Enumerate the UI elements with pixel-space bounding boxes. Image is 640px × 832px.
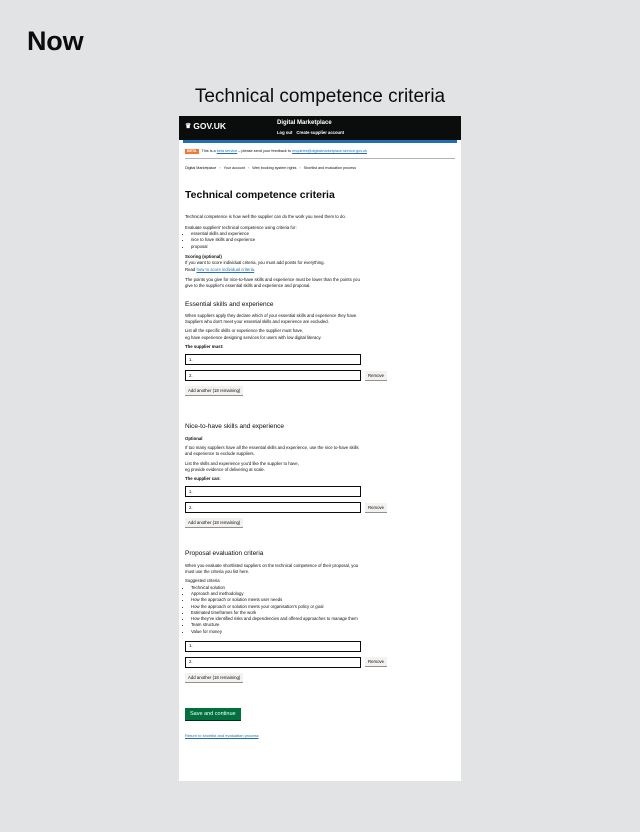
breadcrumb-separator: › [247, 166, 250, 171]
evaluate-intro: Evaluate suppliers' technical competence using criteria for: [185, 224, 297, 230]
essential-row-1 [185, 354, 455, 365]
govuk-logo[interactable] [185, 121, 226, 131]
header-links [277, 130, 344, 135]
logo-text: GOV.UK [193, 121, 227, 131]
intro-text: Technical competence is how well the supplier can do the work you need them to do. [185, 213, 346, 219]
nice-row-1 [185, 486, 455, 497]
breadcrumb-item[interactable]: Web booking system rights [252, 166, 297, 171]
essential-p2-text: List all the specific skills or experience the supplier must have, [185, 328, 304, 334]
site-header [179, 116, 461, 140]
service-name[interactable]: Digital Marketplace [277, 120, 332, 126]
list-item: • How they've identified risks and dependencies and offered approaches to manage them [191, 616, 363, 622]
essential-row-2 [185, 370, 455, 381]
nice-field-label: The supplier can: [185, 476, 221, 482]
header-blue-bar [183, 140, 457, 143]
spacer [185, 396, 455, 414]
list-item: • Approach and methodology [191, 591, 363, 597]
beta-text-mid: – please send your feedback to [238, 149, 292, 153]
add-another-button[interactable]: Add another (18 remaining) [185, 673, 243, 683]
list-item: • Estimated timeframes for the work [191, 610, 363, 616]
nice-input-2[interactable]: 2. [185, 502, 361, 513]
scoring-text: If you want to score individual criteria, you must add points for everything. Read how to score individual criteria. [185, 260, 325, 272]
feedback-email-link[interactable]: enquiries@digitalmarketplace.service.gov.uk [292, 149, 368, 153]
essential-p2 [185, 328, 360, 341]
proposal-row-2 [185, 657, 455, 668]
list-item: • nice to have skills and experience [191, 237, 455, 243]
suggested-list [185, 585, 363, 635]
nice-row-2 [185, 502, 455, 513]
proposal-row-1 [185, 641, 455, 652]
beta-service-link[interactable]: beta service [216, 149, 238, 153]
logout-link[interactable]: Log out [277, 130, 293, 135]
nice-p3-text: eg provide evidence of delivering at scale. [185, 466, 266, 472]
beta-banner [185, 148, 455, 154]
optional-label: Optional [185, 435, 203, 441]
breadcrumb-item[interactable]: Your account [223, 166, 245, 171]
proposal-input-2[interactable]: 2. [185, 657, 361, 668]
list-item: • proposal [191, 244, 455, 250]
remove-button[interactable]: Remove [365, 503, 387, 513]
list-item: • Team structure [191, 622, 363, 628]
return-link[interactable]: Return to shortlist and evaluation process [185, 733, 259, 739]
main-content [179, 148, 461, 740]
nice-input-1[interactable]: 1. [185, 486, 361, 497]
nice-p2 [185, 461, 360, 474]
breadcrumb-separator: › [299, 166, 301, 171]
spacer [185, 528, 455, 541]
slide-label: Now [27, 26, 84, 56]
actions [185, 683, 455, 720]
list-item: • How the approach or solution meets your organisation's policy or goal [191, 604, 363, 610]
breadcrumb-separator: › [219, 166, 221, 171]
save-and-continue-button[interactable]: Save and continue [185, 708, 241, 720]
scoring-help-link[interactable]: how to score individual criteria [196, 266, 255, 272]
proposal-input-1[interactable]: 1. [185, 641, 361, 652]
proposal-p1: When you evaluate shortlisted suppliers on the technical competence of their proposal, you must use the criteria you list here. [185, 562, 359, 575]
evaluate-list [185, 231, 455, 250]
crown-icon: ♛ [185, 123, 192, 130]
essential-p1: When suppliers apply they declare which of your essential skills and experience they have. Suppliers who don't meet your essential skills and experience are excluded. [185, 312, 358, 325]
remove-button[interactable]: Remove [365, 371, 387, 381]
breadcrumb-item[interactable]: Digital Marketplace [185, 166, 217, 171]
essential-p3-text: eg have experience designing services for users with low digital literacy. [185, 334, 322, 340]
divider [185, 158, 455, 159]
essential-field-label: The supplier must: [185, 344, 224, 350]
list-item: • essential skills and experience [191, 231, 455, 237]
scoring-read: Read [185, 266, 196, 272]
suggested-label: Suggested criteria [185, 578, 220, 584]
list-item: • Value for money [191, 629, 363, 635]
beta-tag: BETA [187, 148, 197, 153]
nice-p2-text: List the skills and experience you'd like the supplier to have, [185, 460, 299, 466]
add-another-button[interactable]: Add another (18 remaining) [185, 518, 243, 528]
nice-p1: If too many suppliers have all the essential skills and experience, use the nice to-have skills and experience to exclude suppliers. [185, 444, 359, 457]
beta-text [202, 148, 368, 154]
return-link-wrap [185, 733, 455, 739]
scoring-heading: Scoring (optional) [185, 254, 222, 260]
scoring-text-main: If you want to score individual criteria, you must add points for everything. [185, 260, 325, 266]
essential-input-2[interactable]: 2. [185, 370, 361, 381]
scoring-note: The points you give for nice-to-have skills and experience must be lower than the points you give to the supplier's essential skills and experience and proposal. [185, 276, 360, 289]
breadcrumb [185, 165, 455, 171]
nice-heading: Nice-to-have skills and experience [185, 423, 284, 431]
add-another-button[interactable]: Add another (18 remaining) [185, 386, 243, 396]
list-item: • How the approach or solution meets user needs [191, 597, 363, 603]
list-item: • Technical solution [191, 585, 363, 591]
page-title: Technical competence criteria [185, 188, 335, 201]
slide-title: Technical competence criteria [194, 86, 446, 107]
breadcrumb-item[interactable]: Shortlist and evaluation process [303, 166, 356, 171]
proposal-heading: Proposal evaluation criteria [185, 550, 264, 558]
create-account-link[interactable]: Create supplier account [296, 130, 345, 135]
page-screenshot-frame [179, 116, 461, 781]
beta-text-before: This is a [201, 149, 216, 153]
essential-input-1[interactable]: 1. [185, 354, 361, 365]
remove-button[interactable]: Remove [365, 657, 387, 667]
essential-heading: Essential skills and experience [185, 300, 274, 308]
